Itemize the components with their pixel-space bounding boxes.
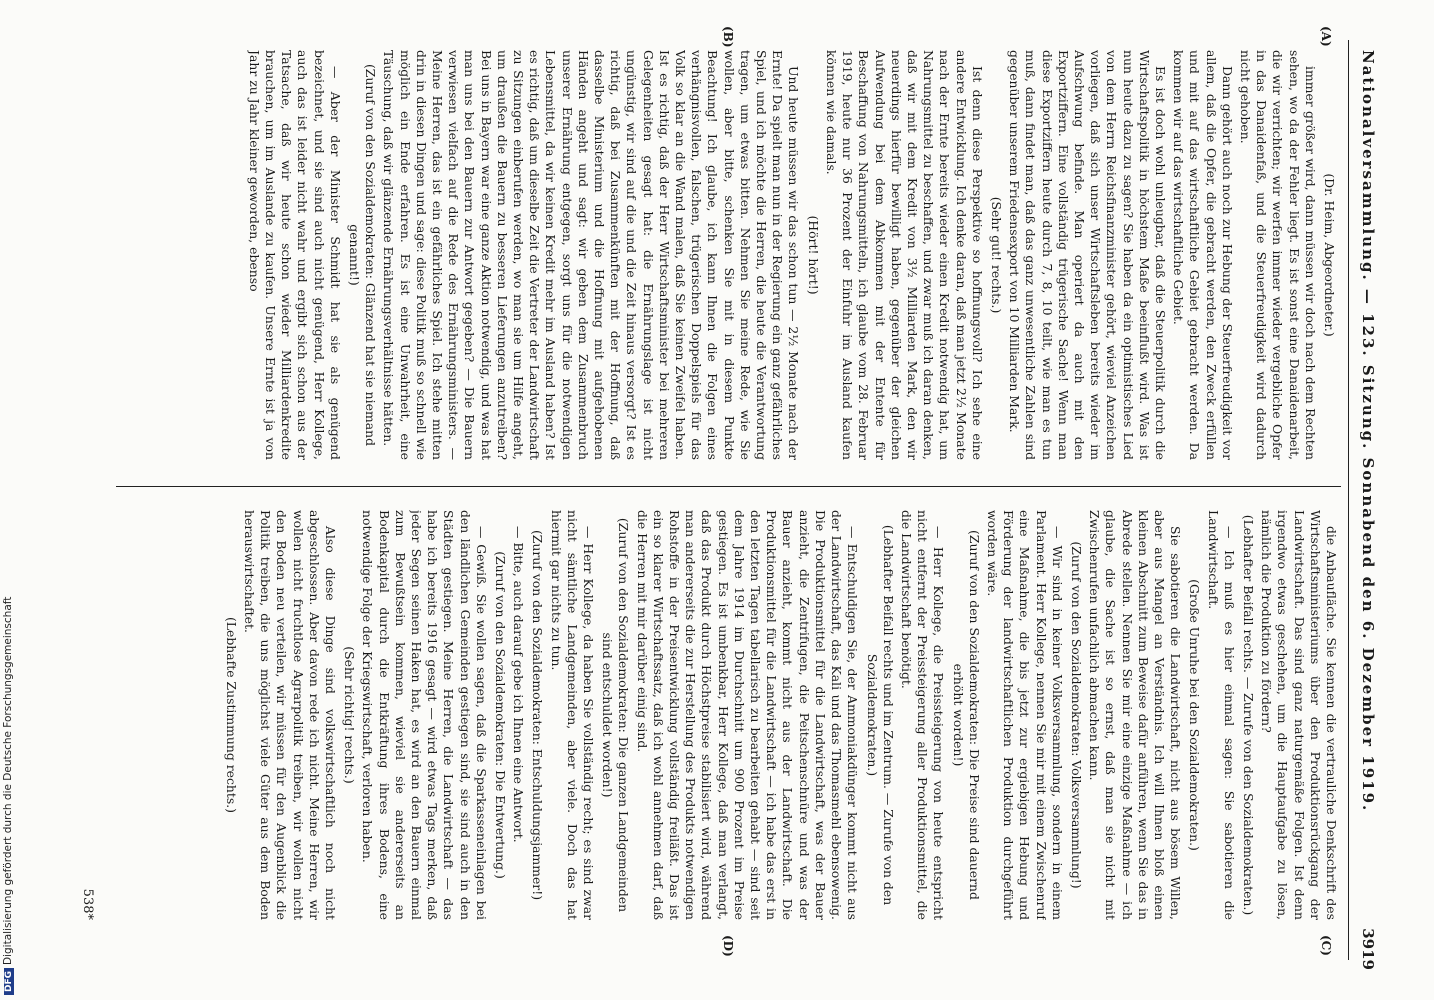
running-header bbox=[1351, 20, 1385, 980]
margin-marker-a: (A) bbox=[1319, 26, 1333, 47]
sheet-number: 538* bbox=[80, 888, 95, 920]
paragraph: — Wir sind in keiner Volksversammlung, sondern in einem Parlament. Herr Kollege, nennen Sie mir mit einem Zwischenruf eine Maßnahme, die bis jetzt zur ergiebigen Hebung und Förderung der landwirtschaftlichen Produktion durchgeführt worden wäre. bbox=[984, 510, 1065, 920]
paragraph: — Herr Kollege, die Preissteigerung von heute entspricht nicht entfernt der Preissteigerung aller Produktionsmittel, die die Landwirtschaft benötigt. bbox=[898, 510, 947, 920]
dfg-logo-icon: DFG bbox=[4, 968, 14, 995]
interjection: (Zuruf von den Sozialdemokraten: Die Entwertung.) bbox=[493, 551, 509, 879]
paragraph: — Ich muß es hier einmal sagen: Sie sabotieren die Landwirtschaft. bbox=[1205, 510, 1237, 920]
paragraph: Ist denn diese Perspektive so hoffnungsvoll? Ich sehe eine andere Entwicklung. Ich denke daran, daß man jetzt 2½ Monate nach der Ernte bereits wieder einen Kredit notwendig hat, um Nahrungsmittel zu beschaffen, und zwar muß ich daran denken, daß wir mit dem Kredit von 3½ Milliarden Mark, den wir neuerdings hierfür bewilligt haben, gegenüber der gleichen Aufwendung bei dem Abkommen mit der Entente für Beschaffung von Nahrungsmitteln, ich glaube vom 28. Februar 1919, heute nur 36 Prozent der Einfuhr im Ausland kaufen können wie damals. bbox=[823, 50, 985, 460]
paragraph: — Aber der Minister Schmidt hat sie als genügend bezeichnet, und sie sind auch nicht genügend, Herr Kollege, auch das ist leider nicht wahr und ergibt sich schon aus der Tatsache, daß wir heute schon wieder Milliardenkredite brauchen, um im Auslande zu kaufen. Unsere Ernte ist ja von Jahr zu Jahr kleiner geworden, ebenso bbox=[246, 50, 343, 460]
interjection: (Lebhafte Zustimmung rechts.) bbox=[223, 616, 239, 814]
interjection: (Lebhafter Beifall rechts und im Zentrum. — Zurufe von den Sozialdemokraten.) bbox=[864, 524, 896, 906]
paragraph: — Herr Kollege, da haben Sie vollständig recht; es sind zwar nicht sämtliche Landgemeinden, aber viele. Doch das hat hiermit gar nichts zu tun. bbox=[548, 510, 597, 920]
digitization-credit-text: Digitalisierung gefördert durch die Deutsche Forschungsgemeinschaft bbox=[2, 596, 14, 965]
paragraph: — Gewiß. Sie wollen sagen, daß die Sparkasseneinlagen bei den ländlichen Gemeinden gestiegen sind, sie sind auch in den Städten gestiegen. Meine Herren, die Landwirtschaft — das habe ich bereits 1916 gesagt — wird etwas Tags merken, daß jeder Segen seinen Haken hat, es wird an den Bauern einmal zum Bewußtsein kommen, wieviel sie andererseits an Bodenkapital durch die Entkräftung ihres Bodens, eine notwendige Folge der Kriegswirtschaft, verloren haben. bbox=[360, 510, 489, 920]
paragraph: Sie sabotieren die Landwirtschaft, nicht aus bösem Willen, aber aus Mangel an Verständnis. Ich will Ihnen bloß einen kleinen Abschnitt zum Beweise dafür anführen, wenn Sie das in Abrede stellen. Nennen Sie mir eine einzige Maßnahme — ich glaube, die Sache ist so ernst, daß man sie nicht mit Zwischenrufen unfachlich abmachen kann. bbox=[1087, 510, 1184, 920]
margin-marker-c: (C) bbox=[1319, 935, 1333, 956]
interjection: (Sehr gut! rechts.) bbox=[988, 196, 1004, 314]
header-title: Nationalversammlung. — 123. Sitzung. Sonnabend den 6. Dezember 1919. bbox=[1359, 50, 1377, 813]
interjection: (Zuruf von den Sozialdemokraten: Die Preise sind dauernd erhöht worden!) bbox=[950, 530, 982, 900]
interjection: (Dr. Heim, Abgeordneter.) bbox=[1322, 173, 1337, 337]
text-column-left bbox=[119, 50, 1339, 460]
interjection: (Sehr richtig! rechts.) bbox=[342, 646, 358, 784]
interjection: (Zuruf von den Sozialdemokraten: Entschuldungsjammer!) bbox=[530, 529, 546, 901]
paragraph: Es ist doch wohl unleugbar, daß die Steuerpolitik durch die Wirtschaftspolitik in höchstem Maße beeinflußt wird. Was ist nun heute dazu zu sagen? Sie haben da ein optimistisches Lied von dem Herrn Reichsfinanzminister gehört, wieviel Anzeichen vorliegen, daß sich unser Wirtschaftsleben bereits wieder im Aufschwung befinde. Man operiert da auch mit den Exportziffern. Eine vollständig trügerische Sache! Wenn man diese Exportziffern heute durch 7, 8, 10 teilt, wie man es tun muß, dann findet man, daß das ganz unwesentliche Zahlen sind gegenüber unserem Friedensexport von 10 Milliarden Mark. bbox=[1007, 50, 1168, 460]
paragraph: — Bitte, auch darauf gebe ich Ihnen eine Antwort. bbox=[511, 526, 527, 843]
column-divider bbox=[116, 486, 1341, 487]
paragraph: Also diese Dinge sind volkswirtschaftlich noch nicht abgeschlossen. Aber davon rede ich nicht. Meine Herren, wir wollen nicht fruchtlose Agrarpolitik treiben, wir wollen nicht den Boden neu verteilen, wir müssen für den Augenblick die Politik treiben, die uns möglichst viele Güter aus dem Boden herauswirtschaftet. bbox=[242, 510, 339, 920]
interjection: (Zuruf von den Sozialdemokraten: Die ganzen Landgemeinden sind entschuldet worden!) bbox=[600, 517, 632, 913]
margin-marker-d: (D) bbox=[721, 935, 735, 957]
paragraph: — Entschuldigen Sie, der Ammoniakdünger kommt nicht aus der Landwirtschaft, das Kali und das Thomasmehl ebensowenig. Die Produktionsmittel für die Landwirtschaft, was der Bauer anzieht, die Zentrifugen, die Peitschenschnüre und was der Bauer anzieht, kommt nicht aus der Landwirtschaft. Die Produktionsmittel für die Landwirtschaft — ich habe das erst in den letzten Tagen tabellarisch zu bearbeiten gehabt — sind seit dem Jahre 1914 im Durchschnitt um 900 Prozent im Preise gestiegen. Es ist umbenkbar, Herr Kollege, daß man verlangt, daß das Produkt durch Höchstpreise stabilisiert wird, während man andererseits die zur Herstellung des Produkts notwendigen Rohstoffe in der Preisentwicklung vollständig freiläßt. Das ist ein so klarer Wirtschaftssatz, daß ich wohl annehmen darf, daß die Herren mit mir darüber einig sind. bbox=[634, 510, 861, 920]
interjection: (Hört! hört!) bbox=[805, 215, 821, 295]
header-page-number: 3919 bbox=[1359, 928, 1377, 970]
header-rule bbox=[1348, 40, 1349, 960]
text-column-right bbox=[119, 510, 1339, 920]
interjection: (Große Unruhe bei den Sozialdemokraten.) bbox=[1187, 579, 1203, 851]
digitization-credit bbox=[2, 596, 22, 1000]
interjection: (Zuruf von den Sozialdemokraten: Volksversammlung!) bbox=[1068, 541, 1084, 889]
margin-marker-b: (B) bbox=[721, 26, 735, 48]
paragraph: immer größer wird, dann müssen wir doch nach dem Rechten sehen, wo da der Fehler liegt. Es ist sonst eine Danaidenarbeit, die wir verrichten; wir werfen immer wieder vergebliche Opfer in das Danaidenfaß, und die Steuerfreudigkeit wird dadurch nicht gehoben. bbox=[1237, 50, 1318, 460]
paragraph: Und heute müssen wir das schon tun — 2½ Monate nach der Ernte! Da spielt man nun in der Regierung ein ganz gefährliches Spiel, und ich möchte die Herren, die heute die Verantwortung tragen, um etwas bitten. Nehmen Sie meine Rede, wie Sie wollen, aber bitte, schenken Sie mit in diesem Punkte Beachtung! Ich glaube, ich kann Ihnen die Folgen eines verhängnisvollen, falschen, trügerischen Doppelspiels für das Volk so klar an die Wand malen, daß Sie keinen Zweifel haben. Ist es richtig, daß der Herr Wirtschaftsminister bei mehreren Gelegenheiten gesagt hat: die Ernährungslage ist nicht ungünstig, wir sind auf die und die Zeit hinaus versorgt? Ist es richtig, daß bei Zusammenkünften mit der Hoffnung, daß dasselbe Ministerium und die Hoffnung mit aufgehobenen Händen angeht und sagt: wir geben dem Zusammenbruch unserer Ernährung entgegen, sorgt uns für die notwendigen Lebensmittel, da wir keinen Kredit mehr im Ausland haben? Ist es richtig, daß um dieselbe Zeit die Vertreter der Landwirtschaft zu Sitzungen einberufen werden, wo man sie um Hilfe angeht, um draußen die Bauern zu besseren Lieferungen anzutreiben? Bei uns in Bayern war eine ganze Aktion notwendig, und was hat man uns bei den Bauern zur Antwort gegeben? — Die Bauern verwiesen vielfach auf die Rede des Ernährungsministers. — Meine Herren, das ist ein gefährliches Spiel. Ich stehe mitten drin in diesen Dingen und sage: diese Politik muß so schnell wie möglich ein Ende erfahren. Es ist eine Unwahrheit, eine Täuschung, daß wir glänzende Ernährungsverhältnisse hätten. bbox=[381, 50, 802, 460]
interjection: (Zuruf von den Sozialdemokraten: Glänzend hat sie niemand genannt!) bbox=[347, 63, 379, 447]
rotated-page-frame bbox=[51, 20, 1385, 980]
interjection: (Lebhafter Beifall rechts. — Zurufe von den Sozialdemokraten.) bbox=[1240, 514, 1256, 916]
paragraph: die Anbaufläche. Sie kennen die vertrauliche Denkschrift des Wirtschaftsministeriums über den Produktionsrückgang der Landwirtschaft. Das sind ganz naturgemäße Folgen. Ist denn irgendwo etwas geschehen, um die Hauptaufgabe zu lösen, nämlich die Produktion zu fördern? bbox=[1259, 510, 1339, 920]
paragraph: Dann gehört auch noch zur Hebung der Steuerfreudigkeit vor allem, daß die Opfer, die gebracht werden, den Zweck erfüllen und mit auf das wirtschaftliche Gebiet gebracht werden. Da kommen wir auf das wirtschaftliche Gebiet. bbox=[1171, 50, 1235, 460]
